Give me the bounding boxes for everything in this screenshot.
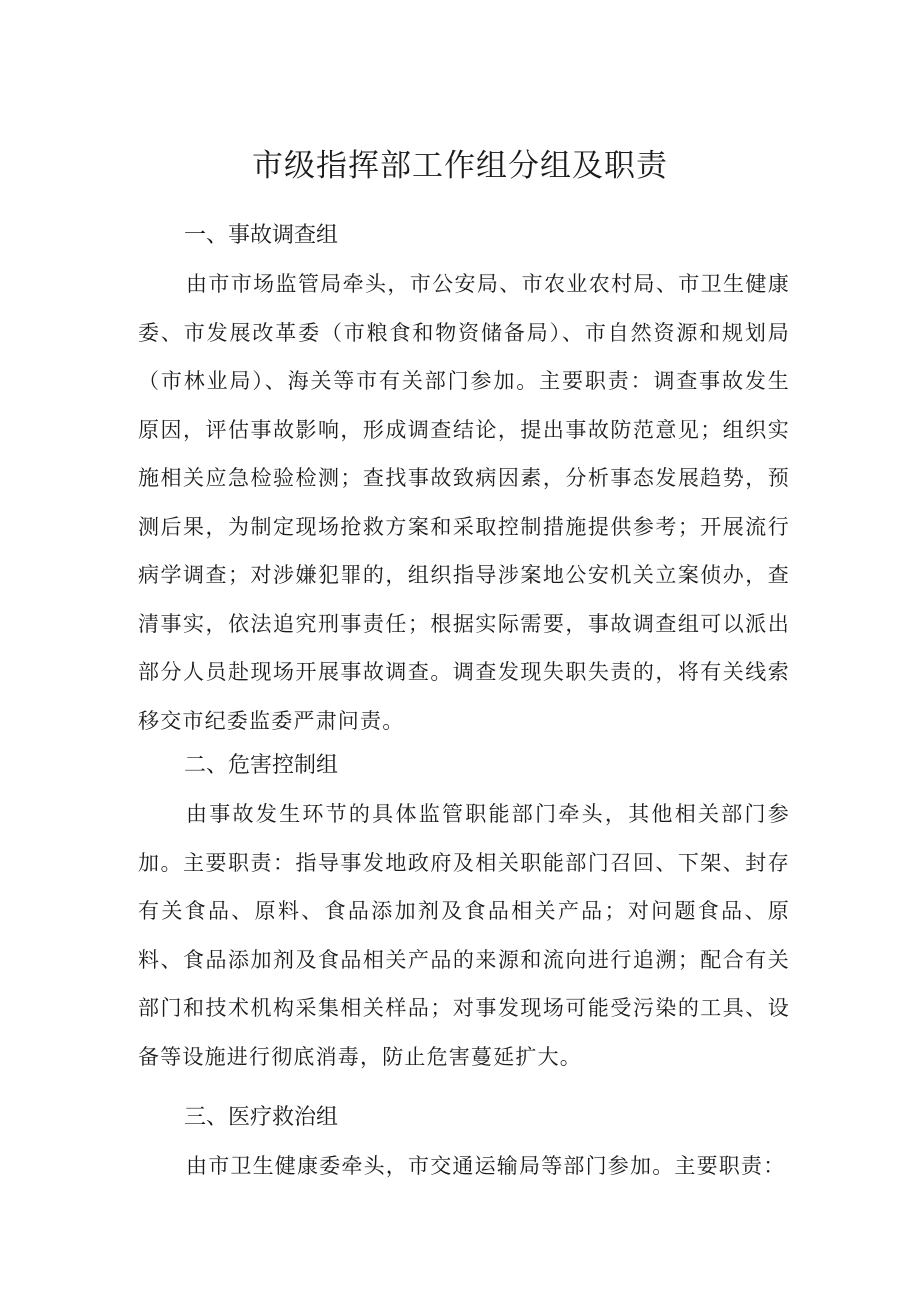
section-body: 由市卫生健康委牵头，市交通运输局等部门参加。主要职责：	[186, 1154, 786, 1178]
section-medical-treatment	[138, 1094, 790, 1191]
section-heading: 一、事故调查组	[184, 223, 339, 248]
section-body: 由市市场监管局牵头，市公安局、市农业农村局、市卫生健康委、市发展改革委（市粮食和物资储备局）、市自然资源和规划局（市林业局）、海关等市有关部门参加。主要职责：调查事故发生原因，评估事故影响，形成调查结论，提出事故防范意见；组织实施相关应急检验检测；查找事故致病因素，分析事态发展趋势，预测后果，为制定现场抢救方案和采取控制措施提供参考；开展流行病学调查；对涉嫌犯罪的，组织指导涉案地公安机关立案侦办，查清事实，依法追究刑事责任；根据实际需要，事故调查组可以派出部分人员赴现场开展事故调查。调查发现失职失责的，将有关线索移交市纪委监委严肃问责。	[138, 272, 790, 733]
section-body: 由事故发生环节的具体监管职能部门牵头，其他相关部门参加。主要职责：指导事发地政府及相关职能部门召回、下架、封存有关食品、原料、食品添加剂及食品相关产品；对问题食品、原料、食品添加剂及食品相关产品的来源和流向进行追溯；配合有关部门和技术机构采集相关样品；对事发现场可能受污染的工具、设备等设施进行彻底消毒，防止危害蔓延扩大。	[138, 802, 790, 1069]
section-heading: 二、危害控制组	[184, 753, 339, 778]
document-title: 市级指挥部工作组分组及职责	[252, 148, 668, 184]
section-heading: 三、医疗救治组	[184, 1105, 339, 1130]
section-accident-investigation	[138, 212, 790, 745]
section-hazard-control	[138, 742, 790, 1081]
